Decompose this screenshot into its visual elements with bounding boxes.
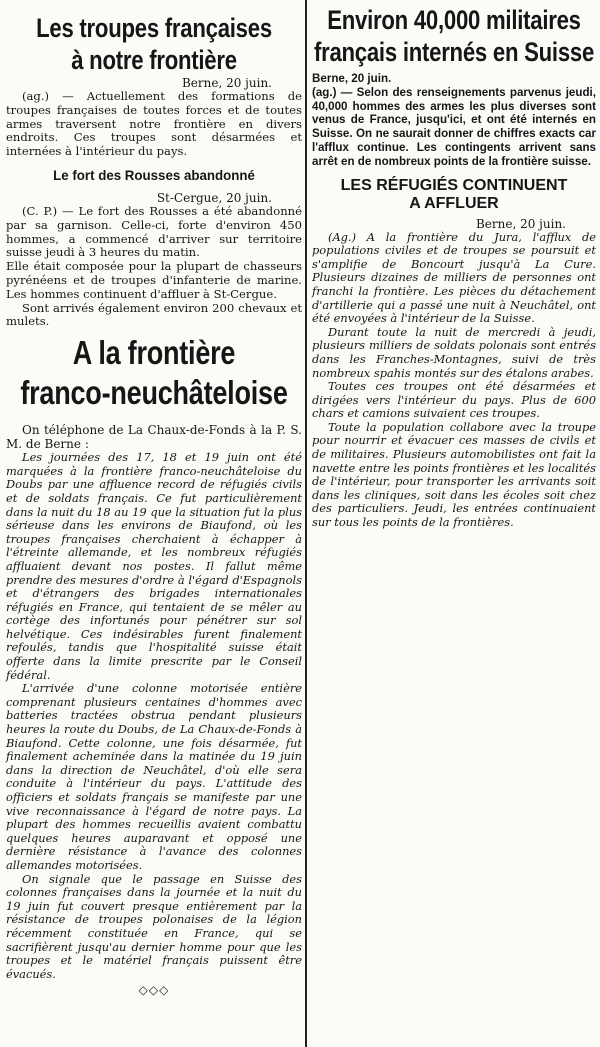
article-refugies-continuent (312, 177, 596, 530)
left-column (4, 0, 304, 997)
subheadline-line-1: LES RÉFUGIÉS CONTINUENT (340, 176, 568, 194)
headline-line-2: franco-neuchâteloise (20, 374, 288, 412)
article-body: (ag.) — Selon des renseignements parvenus jeudi, 40,000 hommes des armes les plus diverses sont venus de France, jusqu'ici, et ont été internés en Suisse. On ne saurait donner de chiffres exacts car l'afflux continue. Les contingents arrivent sans arrêt en de nombreux points de la frontière suisse. (312, 85, 596, 168)
subheadline (312, 177, 596, 213)
article-troupes-francaises (6, 12, 302, 159)
subheadline: Le fort des Rousses abandonné (53, 166, 255, 183)
headline (8, 12, 300, 76)
paragraph: Les journées des 17, 18 et 19 juin ont été marquées à la frontière franco-neuchâteloise du Doubs par une affluence record de réfugiés civils et de soldats français. Ce fut particulièrement dans la nuit du 18 au 19 que la situation fut la plus sérieuse dans les environs de Biaufond, où les troupes françaises cherchaient à échapper à l'étreinte allemande, et les nombreux réfugiés affluaient devant nos postes. Il fallut même prendre des mesures d'ordre à l'égard d'Espagnols et d'étrangers des brigades internationales réfugiés en France, qui tentaient de se mêler au cortège des infortunés pour pénétrer sur sol helvétique. Ces indésirables furent finalement refoulés, tandis que l'hospitalité suisse était offerte dans la limite prescrite par le Conseil fédéral. (6, 450, 302, 682)
paragraph: On signale que le passage en Suisse des colonnes françaises dans la journée et la nuit du 19 juin fut couvert presque entièrement par la résistance de troupes polonaises de la légion récemment constituée en France, qui se sacrifièrent jusqu'au dernier homme pour que les troupes et le matériel français puissent être évacués. (6, 871, 302, 981)
article-frontiere-neuchateloise (6, 333, 302, 997)
column-rule (305, 0, 307, 1047)
dateline: Berne, 20 juin. (312, 72, 392, 85)
headline (0, 333, 308, 413)
dateline: Berne, 20 juin. (475, 216, 566, 231)
headline-line-2: français internés en Suisse (313, 37, 595, 67)
paragraph: L'arrivée d'une colonne motorisée entière comprenant plusieurs centaines d'hommes avec batteries tractées obstrua pendant plusieurs heures la route du Doubs, de La Chaux-de-Fonds à Biaufond. Cette colonne, une fois désarmée, fut finalement acheminée dans la matinée du 19 juin dans la direction de Neuchâtel, d'où elle sera conduite à l'intérieur du pays. L'attitude des officiers et soldats français se manifeste par une vive reconnaissance à l'égard de notre pays. La plupart des hommes recueillis avaient combattu quelques heures auparavant et opposé une dernière résistance à l'avance des colonnes allemandes motorisées. (6, 681, 302, 872)
headline (309, 4, 599, 68)
right-column (308, 0, 598, 530)
headline-line-1: Les troupes françaises (36, 13, 272, 43)
ornament: ◇◇◇ (138, 983, 170, 998)
paragraph: (Ag.) A la frontière du Jura, l'afflux de populations civiles et de troupes se poursuit et s'amplifie de Boncourt jusqu'à La Cure. Plusieurs dizaines de milliers de personnes ont franchi la frontière. Les pièces du détachement d'artillerie qui a passé une nuit à Neuchâtel, ont été envoyées à l'intérieur de la Suisse. (312, 229, 596, 326)
paragraph: Sont arrivés également environ 200 chevaux et mulets. (6, 300, 302, 329)
article-militaires-internes (312, 4, 596, 169)
subheadline-line-2: A AFFLUER (409, 194, 499, 212)
headline-line-1: Environ 40,000 militaires (327, 5, 581, 35)
paragraph: Elle était composée pour la plupart de chasseurs pyrénéens et de troupes d'infanterie de marine. Les hommes continuent d'affluer à St-Cergue. (6, 259, 302, 301)
dateline: St-Cergue, 20 juin. (156, 190, 272, 205)
paragraph: Toute la population collabore avec la troupe pour nourrir et évacuer ces masses de civils et de militaires. Plusieurs automobilistes ont fait la navette entre les points frontières et les localités de l'intérieur, pour transporter les arrivants soit dans les cliniques, soit dans les écoles soit chez des particuliers. Jeudi, les entrées continuaient sur tous les points de la frontières. (312, 419, 596, 530)
headline-line-1: A la frontière (72, 334, 236, 372)
paragraph: (C. P.) — Le fort des Rousses a été abandonné par sa garnison. Celle-ci, forte d'environ 450 hommes, a commencé d'arriver sur territoire suisse jeudi à 3 heures du matin. (6, 203, 302, 260)
article-fort-des-rousses (6, 167, 302, 329)
headline-line-2: à notre frontière (71, 45, 237, 75)
intro: On téléphone de La Chaux-de-Fonds à la P. S. M. de Berne : (6, 423, 302, 452)
dateline: Berne, 20 juin. (181, 76, 272, 90)
paragraph: Toutes ces troupes ont été désarmées et dirigées vers l'intérieur du pays. Plus de 600 chars et camions suivaient ces troupes. (312, 379, 596, 421)
article-body: (ag.) — Actuellement des formations de troupes françaises de toutes forces et de toutes armes traversent notre frontière en divers endroits. Ces troupes sont désarmées et internées à l'intérieur du pays. (6, 89, 302, 159)
paragraph: Durant toute la nuit de mercredi à jeudi, plusieurs milliers de soldats polonais sont entrés dans les Franches-Montagnes, suivi de très nombreux spahis montés sur des étalons arabes. (312, 324, 596, 380)
